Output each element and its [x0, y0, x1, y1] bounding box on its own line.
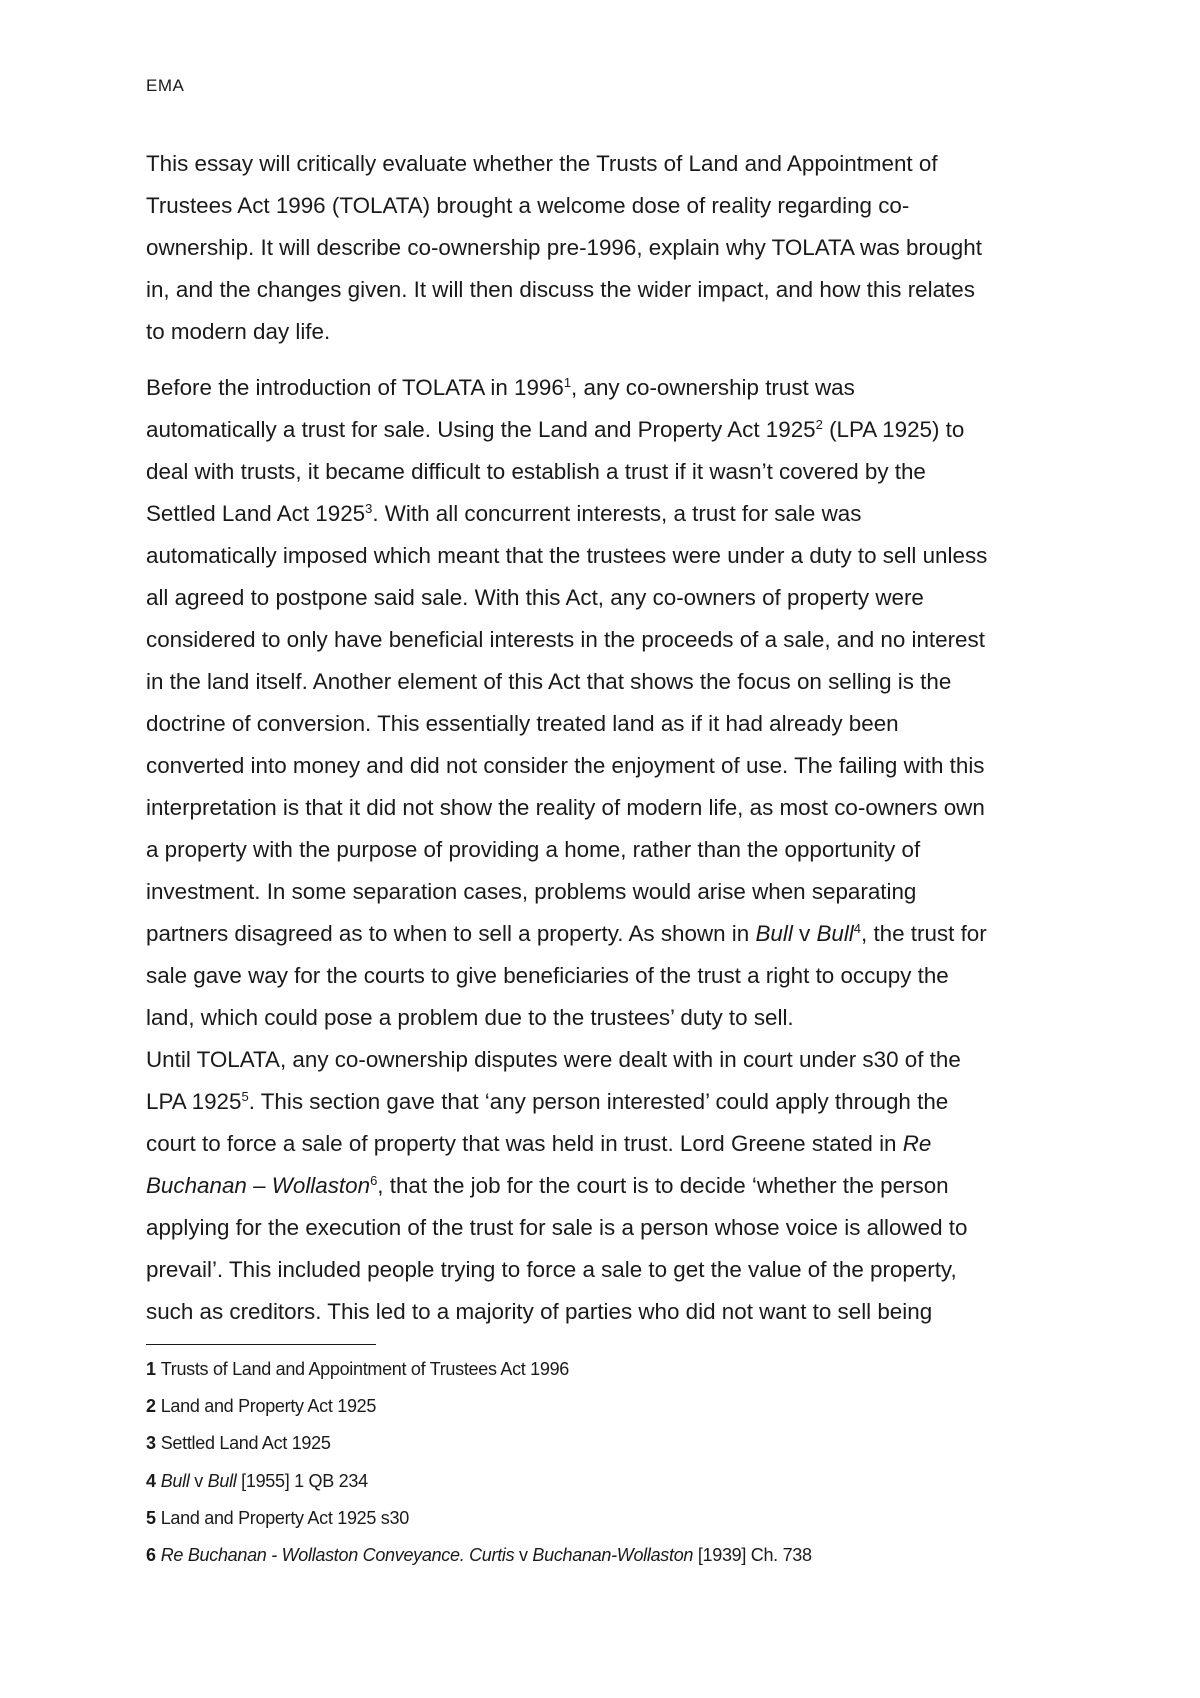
text-line — [146, 409, 1076, 451]
text-run: Land and Property Act 1925 — [160, 1396, 377, 1417]
footnote — [146, 1425, 812, 1462]
text-line: all agreed to postpone said sale. With this Act, any co-owners of property were — [146, 585, 924, 610]
text-line: in, and the changes given. It will then discuss the wider impact, and how this relates — [146, 277, 975, 302]
text-line: sale gave way for the courts to give beneficiaries of the trust a right to occupy the — [146, 963, 949, 988]
text-line: prevail’. This included people trying to force a sale to get the value of the property, — [146, 1257, 957, 1282]
text-run: partners disagreed as to when to sell a property. As shown in — [146, 921, 756, 946]
footnote — [146, 1463, 812, 1500]
italic-text: Buchanan – Wollaston — [146, 1173, 371, 1198]
text-run: court to force a sale of property that was held in trust. Lord Greene stated in — [146, 1131, 903, 1156]
text-line: Until TOLATA, any co-ownership disputes were dealt with in court under s30 of the — [146, 1047, 961, 1072]
text-run: . This section gave that ‘any person interested’ could apply through the — [248, 1089, 949, 1114]
text-run: Trusts of Land and Appointment of Trustees Act 1996 — [160, 1359, 570, 1379]
text-line: land, which could pose a problem due to the trustees’ duty to sell. — [146, 1005, 794, 1030]
text-line — [146, 1123, 1076, 1165]
text-run: (LPA 1925) to — [822, 417, 965, 442]
text-run: [1955] 1 QB 234 — [236, 1470, 368, 1491]
footnote-ref: 2 — [815, 417, 823, 432]
footnote-ref: 4 — [853, 921, 862, 936]
text-run: v — [189, 1470, 208, 1491]
text-run: Settled Land Act 1925 — [146, 501, 366, 526]
footnote — [146, 1537, 812, 1574]
text-line: interpretation is that it did not show the reality of modern life, as most co-owners own — [146, 795, 985, 820]
footnote — [146, 1351, 812, 1388]
text-run: , any co-ownership trust was — [571, 375, 855, 400]
paragraph — [146, 1039, 1076, 1333]
text-run: . With all concurrent interests, a trust for sale was — [372, 501, 862, 526]
footnote-number: 3 — [146, 1433, 156, 1454]
text-line: Trustees Act 1996 (TOLATA) brought a welcome dose of reality regarding co- — [146, 193, 910, 218]
italic-text: Re — [902, 1131, 932, 1156]
text-line — [146, 1081, 1076, 1123]
footnote-ref: 5 — [241, 1089, 249, 1104]
text-line: automatically imposed which meant that the trustees were under a duty to sell unless — [146, 543, 988, 568]
italic-text: Buchanan-Wollaston — [532, 1545, 694, 1566]
text-line: in the land itself. Another element of this Act that shows the focus on selling is the — [146, 669, 952, 694]
text-run: Before the introduction of TOLATA in 1996 — [146, 375, 564, 400]
page-header: EMA — [146, 76, 185, 95]
paragraph — [146, 367, 1076, 1039]
footnote-number: 2 — [146, 1396, 156, 1417]
text-line — [146, 493, 1076, 535]
text-line: to modern day life. — [146, 319, 331, 344]
italic-text: Bull — [755, 921, 793, 946]
italic-text: Bull — [160, 1470, 190, 1491]
italic-text: Bull — [816, 921, 854, 946]
essay-body — [146, 143, 1076, 1333]
text-run: Settled Land Act 1925 — [160, 1433, 331, 1454]
text-run: v — [792, 921, 817, 946]
text-run: LPA 1925 — [146, 1089, 242, 1114]
text-run: , the trust for — [861, 921, 987, 946]
text-line — [146, 367, 1076, 409]
text-line: investment. In some separation cases, problems would arise when separating — [146, 879, 917, 904]
footnotes-section — [146, 1351, 812, 1574]
text-run: Land and Property Act 1925 s30 — [160, 1507, 409, 1528]
text-run: v — [514, 1545, 533, 1566]
italic-text: Bull — [207, 1470, 237, 1491]
text-line: applying for the execution of the trust for sale is a person whose voice is allowed to — [146, 1215, 968, 1240]
text-line: such as creditors. This led to a majority of parties who did not want to sell being — [146, 1299, 933, 1324]
footnote-number: 6 — [146, 1545, 156, 1566]
text-line: doctrine of conversion. This essentially treated land as if it had already been — [146, 711, 899, 736]
footnote-ref: 1 — [563, 375, 572, 390]
paragraph — [146, 143, 1076, 353]
text-line — [146, 1165, 1076, 1207]
footnote-number: 1 — [146, 1359, 156, 1379]
footnote — [146, 1500, 812, 1537]
text-line: converted into money and did not consider the enjoyment of use. The failing with this — [146, 753, 985, 778]
text-run: automatically a trust for sale. Using the Land and Property Act 1925 — [146, 417, 816, 442]
text-line: This essay will critically evaluate whether the Trusts of Land and Appointment of — [146, 151, 938, 176]
footnote-number: 4 — [146, 1470, 156, 1491]
text-run: , that the job for the court is to decide ‘whether the person — [377, 1173, 949, 1198]
italic-text: Re Buchanan - Wollaston Conveyance. Curtis — [160, 1545, 515, 1566]
footnote-ref: 6 — [370, 1173, 378, 1188]
footnote-number: 5 — [146, 1507, 156, 1528]
footnote-ref: 3 — [365, 501, 373, 516]
text-line — [146, 913, 1076, 955]
text-line: ownership. It will describe co-ownership pre-1996, explain why TOLATA was brought — [146, 235, 982, 260]
footnote — [146, 1388, 812, 1425]
text-run: [1939] Ch. 738 — [693, 1545, 812, 1566]
footnote-separator — [146, 1344, 376, 1345]
text-line: deal with trusts, it became difficult to establish a trust if it wasn’t covered by the — [146, 459, 926, 484]
text-line: a property with the purpose of providing a home, rather than the opportunity of — [146, 837, 921, 862]
text-line: considered to only have beneficial interests in the proceeds of a sale, and no interest — [146, 627, 985, 652]
